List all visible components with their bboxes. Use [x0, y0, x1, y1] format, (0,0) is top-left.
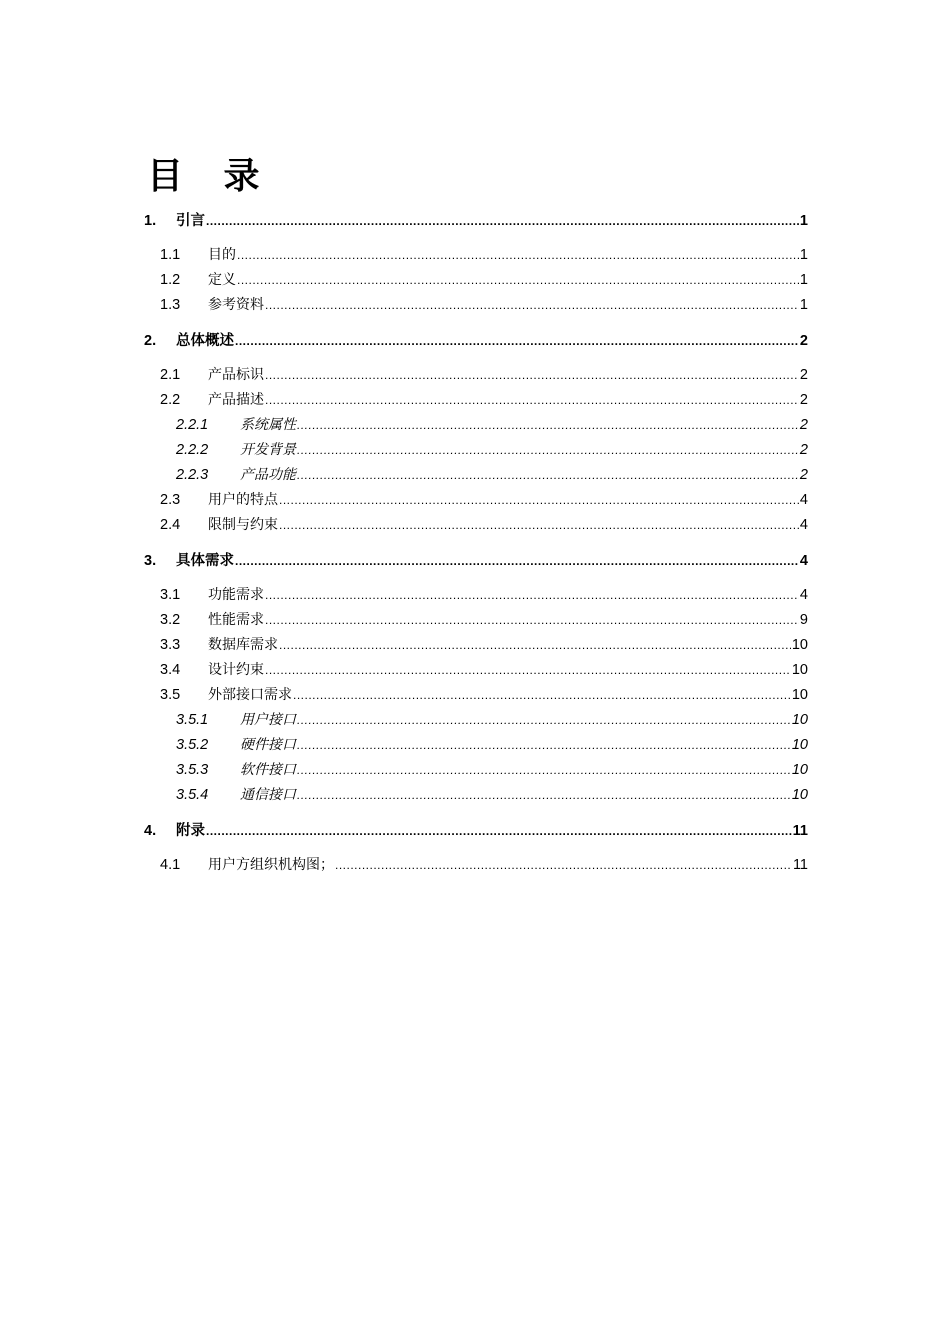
toc-entry-number: 2.4	[160, 517, 181, 533]
toc-entry-title: 用户接口	[240, 712, 296, 728]
toc-dot-leader	[279, 488, 799, 513]
toc-entry-number: 3.3	[160, 637, 181, 653]
toc-entry-number: 1.3	[160, 297, 181, 313]
toc-dot-leader	[265, 363, 799, 388]
toc-entry-title: 引言	[176, 213, 205, 229]
toc-entry-number: 4.	[144, 823, 157, 839]
toc-entry-level-3[interactable]	[144, 733, 808, 758]
toc-entry-title: 用户的特点	[208, 492, 278, 508]
toc-entry-title: 开发背景	[240, 442, 296, 458]
toc-entry-level-2[interactable]	[144, 608, 808, 633]
toc-entry-page-number: 2	[799, 333, 808, 349]
toc-dot-leader	[206, 209, 799, 234]
toc-entry-page-number: 10	[791, 712, 808, 728]
toc-entry-page-number: 2	[799, 442, 808, 458]
toc-entry-number: 3.5	[160, 687, 181, 703]
toc-entry-title: 限制与约束	[208, 517, 278, 533]
toc-entry-level-1[interactable]	[144, 819, 808, 844]
toc-entry-page-number: 4	[799, 492, 808, 508]
toc-dot-leader	[265, 388, 799, 413]
toc-entry-page-number: 11	[792, 823, 808, 839]
toc-entry-page-number: 2	[799, 417, 808, 433]
toc-dot-leader	[335, 853, 792, 878]
toc-dot-leader	[297, 783, 791, 808]
toc-entry-number: 3.2	[160, 612, 181, 628]
toc-entry-title: 定义	[208, 272, 236, 288]
toc-entry-page-number: 4	[799, 587, 808, 603]
toc-entry-level-3[interactable]	[144, 783, 808, 808]
toc-entry-level-2[interactable]	[144, 363, 808, 388]
toc-dot-leader	[297, 758, 791, 783]
toc-entry-page-number: 1	[799, 247, 808, 263]
toc-entry-number: 1.1	[160, 247, 181, 263]
toc-dot-leader	[265, 293, 799, 318]
toc-dot-leader	[265, 658, 791, 683]
toc-entry-number: 2.3	[160, 492, 181, 508]
toc-entry-page-number: 4	[799, 517, 808, 533]
toc-entry-number: 3.4	[160, 662, 181, 678]
toc-entry-title: 产品标识	[208, 367, 264, 383]
toc-dot-leader	[237, 243, 799, 268]
toc-entry-title: 产品功能	[240, 467, 296, 483]
toc-dot-leader	[293, 683, 791, 708]
toc-entry-number: 1.	[144, 213, 157, 229]
toc-entry-level-2[interactable]	[144, 853, 808, 878]
toc-dot-leader	[297, 733, 791, 758]
toc-entry-level-2[interactable]	[144, 583, 808, 608]
toc-entry-number: 3.1	[160, 587, 181, 603]
toc-entry-title: 功能需求	[208, 587, 264, 603]
toc-entry-title: 附录	[176, 823, 205, 839]
toc-entry-number: 3.	[144, 553, 157, 569]
toc-entry-level-2[interactable]	[144, 633, 808, 658]
toc-entry-page-number: 10	[791, 737, 808, 753]
toc-entry-page-number: 2	[799, 467, 808, 483]
toc-entry-number: 1.2	[160, 272, 181, 288]
toc-entry-title: 总体概述	[176, 333, 234, 349]
toc-entry-number: 4.1	[160, 857, 181, 873]
toc-entry-title: 性能需求	[208, 612, 264, 628]
toc-entry-title: 通信接口	[240, 787, 296, 803]
toc-dot-leader	[297, 413, 799, 438]
toc-entry-title: 数据库需求	[208, 637, 278, 653]
toc-entry-page-number: 4	[799, 553, 808, 569]
toc-entry-title: 软件接口	[240, 762, 296, 778]
toc-entry-number: 3.5.3	[176, 762, 209, 778]
toc-entry-title: 设计约束	[208, 662, 264, 678]
toc-entry-level-2[interactable]	[144, 658, 808, 683]
toc-entry-number: 3.5.1	[176, 712, 209, 728]
toc-gap	[144, 318, 808, 327]
toc-heading: 目 录	[147, 156, 274, 197]
toc-entry-level-2[interactable]	[144, 293, 808, 318]
toc-entry-page-number: 1	[799, 272, 808, 288]
toc-entry-level-1[interactable]	[144, 329, 808, 354]
toc-entry-level-3[interactable]	[144, 438, 808, 463]
toc-entry-level-2[interactable]	[144, 388, 808, 413]
toc-entry-page-number: 1	[799, 297, 808, 313]
toc-entry-level-2[interactable]	[144, 268, 808, 293]
toc-entry-number: 2.2.1	[176, 417, 209, 433]
toc-entry-number: 2.2	[160, 392, 181, 408]
toc-dot-leader	[235, 329, 799, 354]
toc-dot-leader	[279, 513, 799, 538]
toc-entry-page-number: 2	[799, 367, 808, 383]
toc-entry-title: 具体需求	[176, 553, 234, 569]
toc-entry-level-1[interactable]	[144, 549, 808, 574]
toc-entry-number: 3.5.2	[176, 737, 209, 753]
toc-dot-leader	[265, 608, 799, 633]
toc-entry-page-number: 10	[791, 762, 808, 778]
toc-entry-number: 2.2.3	[176, 467, 209, 483]
toc-dot-leader	[206, 819, 792, 844]
toc-entry-number: 2.2.2	[176, 442, 209, 458]
toc-entry-title: 产品描述	[208, 392, 264, 408]
toc-dot-leader	[297, 708, 791, 733]
toc-entry-level-2[interactable]	[144, 513, 808, 538]
toc-entry-number: 2.	[144, 333, 157, 349]
toc-entry-level-2[interactable]	[144, 683, 808, 708]
toc-gap	[144, 808, 808, 817]
toc-dot-leader	[237, 268, 799, 293]
toc-entry-level-3[interactable]	[144, 463, 808, 488]
toc-entry-page-number: 10	[791, 787, 808, 803]
table-of-contents	[144, 207, 808, 878]
toc-entry-page-number: 9	[799, 612, 808, 628]
toc-gap	[144, 538, 808, 547]
toc-entry-level-2[interactable]	[144, 488, 808, 513]
toc-entry-page-number: 10	[791, 637, 808, 653]
toc-dot-leader	[265, 583, 799, 608]
toc-dot-leader	[297, 463, 799, 488]
toc-entry-title: 硬件接口	[240, 737, 296, 753]
toc-entry-title: 外部接口需求	[208, 687, 292, 703]
toc-entry-title: 目的	[208, 247, 236, 263]
toc-entry-page-number: 11	[792, 857, 808, 873]
toc-dot-leader	[235, 549, 799, 574]
toc-dot-leader	[279, 633, 791, 658]
toc-entry-title: 系统属性	[240, 417, 296, 433]
toc-entry-page-number: 10	[791, 662, 808, 678]
toc-entry-level-2[interactable]	[144, 243, 808, 268]
toc-entry-title: 用户方组织机构图；	[208, 857, 334, 873]
toc-entry-level-3[interactable]	[144, 758, 808, 783]
toc-entry-page-number: 1	[799, 213, 808, 229]
toc-entry-page-number: 10	[791, 687, 808, 703]
toc-dot-leader	[297, 438, 799, 463]
toc-entry-title: 参考资料	[208, 297, 264, 313]
toc-entry-level-1[interactable]	[144, 209, 808, 234]
toc-entry-number: 3.5.4	[176, 787, 209, 803]
toc-entry-level-3[interactable]	[144, 708, 808, 733]
toc-entry-page-number: 2	[799, 392, 808, 408]
toc-entry-level-3[interactable]	[144, 413, 808, 438]
toc-entry-number: 2.1	[160, 367, 181, 383]
